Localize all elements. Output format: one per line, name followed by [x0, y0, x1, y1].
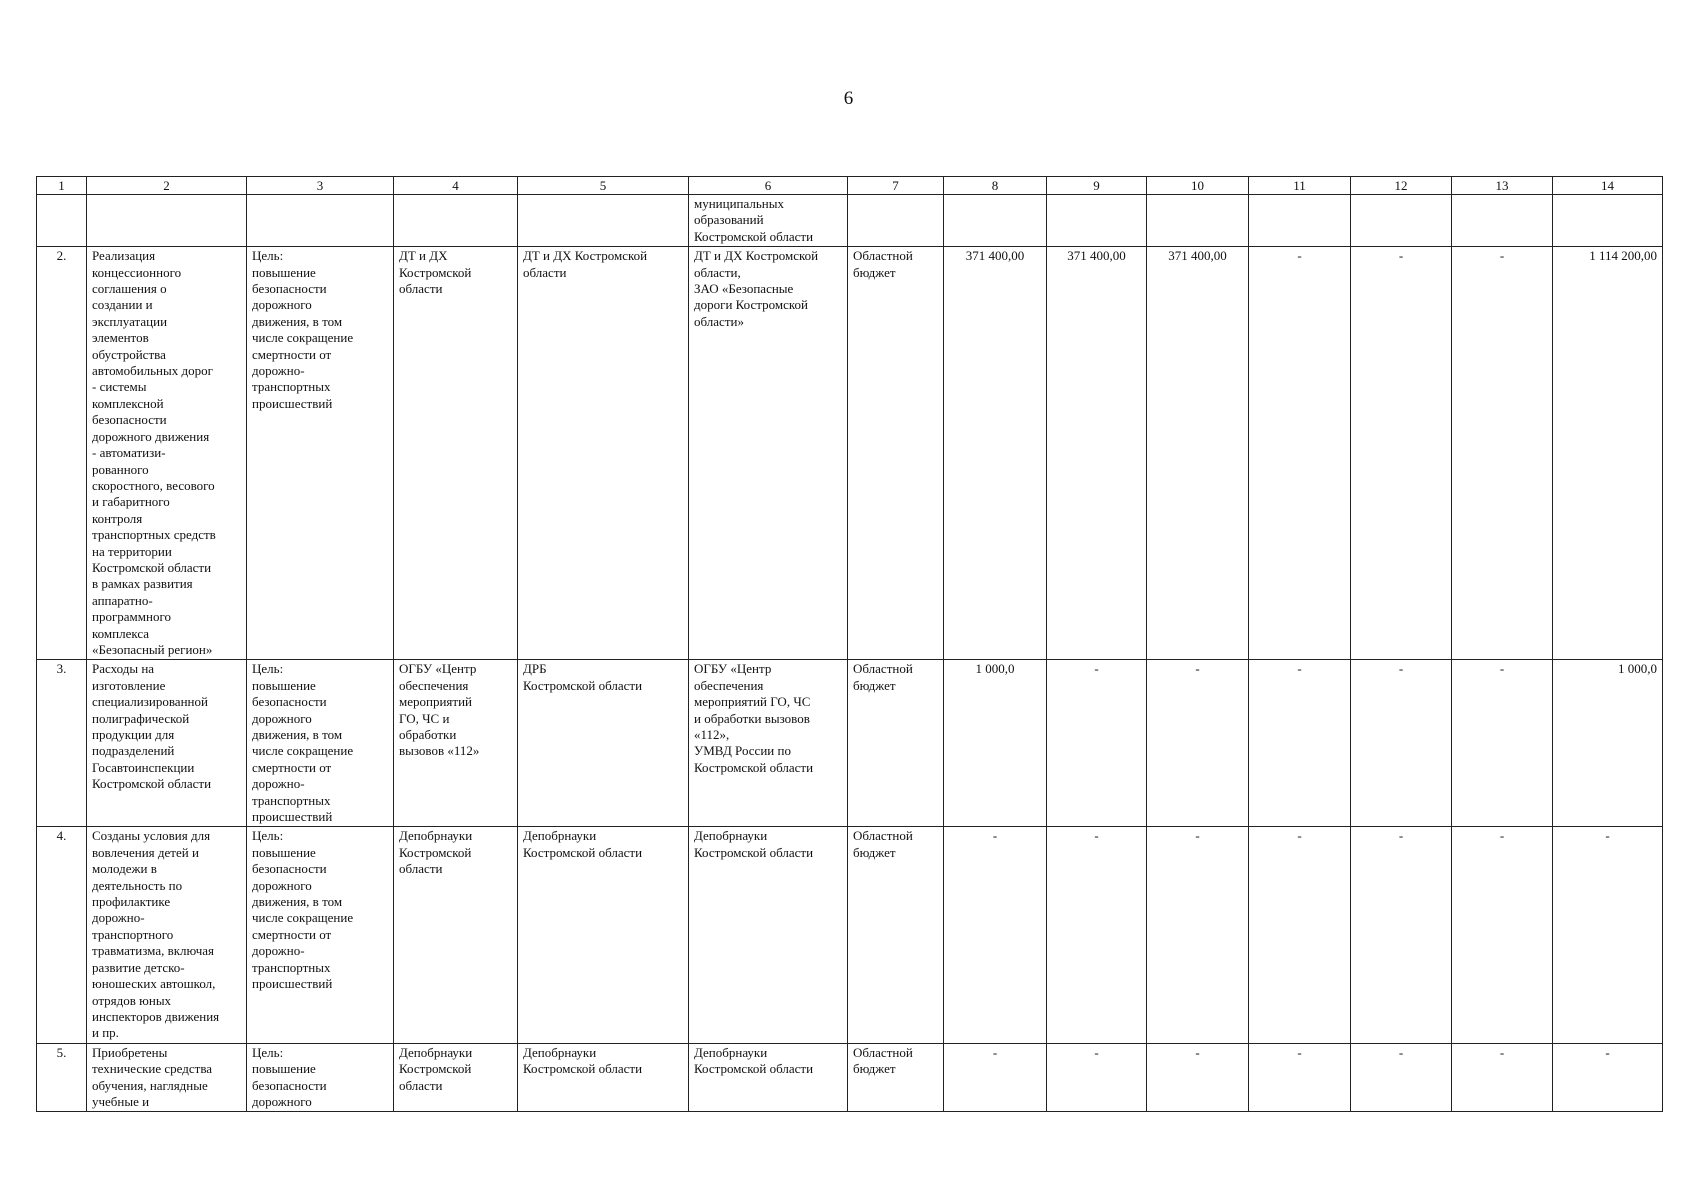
row-number: 2. [37, 247, 87, 660]
amount-col10: - [1147, 827, 1249, 1043]
amount-col13: - [1452, 827, 1553, 1043]
amount-col11: - [1249, 1043, 1351, 1112]
column-number: 12 [1351, 177, 1452, 195]
amount-col9: 371 400,00 [1047, 247, 1147, 660]
amount-total: - [1553, 1043, 1663, 1112]
table-row [37, 827, 1663, 1043]
participants: ОГБУ «Центр обеспечения мероприятий ГО, ЧС и обработки вызовов «112», УМВД России по Костромской области [689, 660, 848, 827]
participants: ДТ и ДХ Костромской области, ЗАО «Безопасные дороги Костромской области» [689, 247, 848, 660]
table-row [37, 1043, 1663, 1112]
amount-col8: 1 000,0 [944, 660, 1047, 827]
column-number: 5 [518, 177, 689, 195]
activity-name: Реализация концессионного соглашения о создании и эксплуатации элементов обустройства автомобильных дорог - системы комплексной безопасности дорожного движения - автоматизи- рованного скоростного, весового и габаритного контроля транспортных средств на территории Костромской области в рамках развития аппаратно- программного комплекса «Безопасный регион» [87, 247, 247, 660]
column-number: 13 [1452, 177, 1553, 195]
activity-goal: Цель: повышение безопасности дорожного движения, в том числе сокращение смертности от дорожно- транспортных происшествий [247, 827, 394, 1043]
amount-col9: - [1047, 827, 1147, 1043]
amount-col8: - [944, 827, 1047, 1043]
table-row [37, 660, 1663, 827]
page-number: 6 [843, 88, 854, 109]
row-number: 5. [37, 1043, 87, 1112]
amount-col10: - [1147, 1043, 1249, 1112]
column-number: 8 [944, 177, 1047, 195]
column-number: 1 [37, 177, 87, 195]
customer: ДТ и ДХ Костромской области [518, 247, 689, 660]
executor: ДТ и ДХ Костромской области [394, 247, 518, 660]
amount-col12: - [1351, 660, 1452, 827]
column-number-row [37, 177, 1663, 195]
column-number: 6 [689, 177, 848, 195]
funding-source: Областной бюджет [848, 247, 944, 660]
amount-col13: - [1452, 660, 1553, 827]
amount-col13: - [1452, 1043, 1553, 1112]
funding-source: Областной бюджет [848, 827, 944, 1043]
continuation-row [37, 195, 1663, 247]
participants-cell: муниципальных образований Костромской области [689, 195, 848, 247]
executor: ОГБУ «Центр обеспечения мероприятий ГО, ЧС и обработки вызовов «112» [394, 660, 518, 827]
amount-col10: 371 400,00 [1147, 247, 1249, 660]
activity-name: Созданы условия для вовлечения детей и молодежи в деятельность по профилактике дорожно- транспортного травматизма, включая развитие детско- юношеских автошкол, отрядов юных инспекторов движения и пр. [87, 827, 247, 1043]
amount-col9: - [1047, 1043, 1147, 1112]
amount-col13: - [1452, 247, 1553, 660]
amount-col10: - [1147, 660, 1249, 827]
activity-name: Расходы на изготовление специализированной полиграфической продукции для подразделений Госавтоинспекции Костромской области [87, 660, 247, 827]
amount-col11: - [1249, 827, 1351, 1043]
amount-total: - [1553, 827, 1663, 1043]
customer: ДРБ Костромской области [518, 660, 689, 827]
activity-goal: Цель: повышение безопасности дорожного [247, 1043, 394, 1112]
amount-col12: - [1351, 1043, 1452, 1112]
amount-total: 1 000,0 [1553, 660, 1663, 827]
column-number: 4 [394, 177, 518, 195]
amount-col12: - [1351, 247, 1452, 660]
table-row [37, 247, 1663, 660]
participants: Депобрнауки Костромской области [689, 1043, 848, 1112]
activity-goal: Цель: повышение безопасности дорожного движения, в том числе сокращение смертности от дорожно- транспортных происшествий [247, 660, 394, 827]
amount-col8: - [944, 1043, 1047, 1112]
executor: Депобрнауки Костромской области [394, 827, 518, 1043]
row-number: 4. [37, 827, 87, 1043]
row-number: 3. [37, 660, 87, 827]
amount-col12: - [1351, 827, 1452, 1043]
column-number: 7 [848, 177, 944, 195]
column-number: 10 [1147, 177, 1249, 195]
amount-col11: - [1249, 247, 1351, 660]
activity-goal: Цель: повышение безопасности дорожного движения, в том числе сокращение смертности от дорожно- транспортных происшествий [247, 247, 394, 660]
activity-name: Приобретены технические средства обучения, наглядные учебные и [87, 1043, 247, 1112]
column-number: 9 [1047, 177, 1147, 195]
amount-col11: - [1249, 660, 1351, 827]
executor: Депобрнауки Костромской области [394, 1043, 518, 1112]
amount-col8: 371 400,00 [944, 247, 1047, 660]
customer: Депобрнауки Костромской области [518, 827, 689, 1043]
funding-source: Областной бюджет [848, 660, 944, 827]
program-activities-table [36, 176, 1663, 1112]
funding-source: Областной бюджет [848, 1043, 944, 1112]
column-number: 3 [247, 177, 394, 195]
amount-total: 1 114 200,00 [1553, 247, 1663, 660]
column-number: 11 [1249, 177, 1351, 195]
customer: Депобрнауки Костромской области [518, 1043, 689, 1112]
participants: Депобрнауки Костромской области [689, 827, 848, 1043]
column-number: 2 [87, 177, 247, 195]
column-number: 14 [1553, 177, 1663, 195]
amount-col9: - [1047, 660, 1147, 827]
